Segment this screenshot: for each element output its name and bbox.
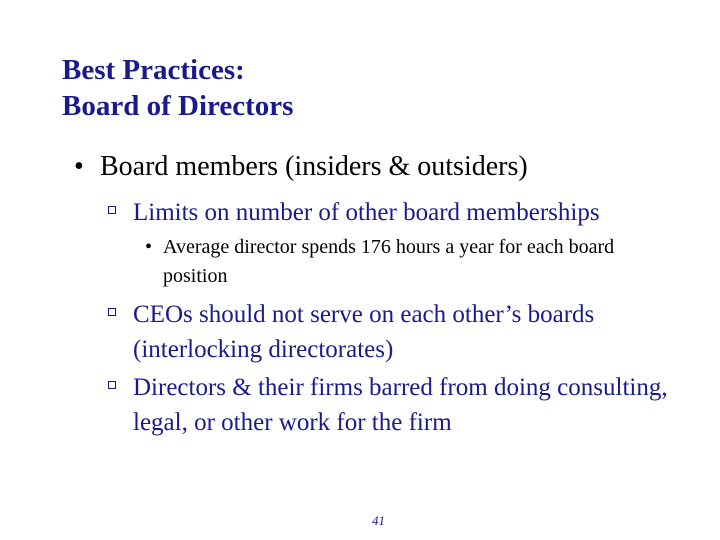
sub-bullet-ceos-text: CEOs should not serve on each other’s boards (interlocking directorates): [133, 301, 595, 363]
checkbox-bullet-icon: [108, 381, 116, 389]
slide-title: [62, 52, 293, 124]
bullet-board-members-text: Board members (insiders & outsiders): [100, 151, 528, 182]
sub-bullet-limits-text: Limits on number of other board memberships: [133, 199, 600, 226]
checkbox-bullet-icon: [108, 308, 116, 316]
bullet-dot-icon: •: [74, 151, 84, 182]
slide-title-line-1: Best Practices:: [62, 54, 245, 86]
page-number: 41: [372, 513, 385, 528]
sub-sub-bullet-average-hours-text: Average director spends 176 hours a year for each board position: [163, 236, 615, 287]
checkbox-bullet-icon: [108, 206, 116, 214]
bullet-dot-icon: •: [145, 236, 153, 258]
slide-title-line-2: Board of Directors: [62, 90, 294, 122]
sub-bullet-directors-text: Directors & their firms barred from doing consulting, legal, or other work for the firm: [133, 374, 668, 436]
